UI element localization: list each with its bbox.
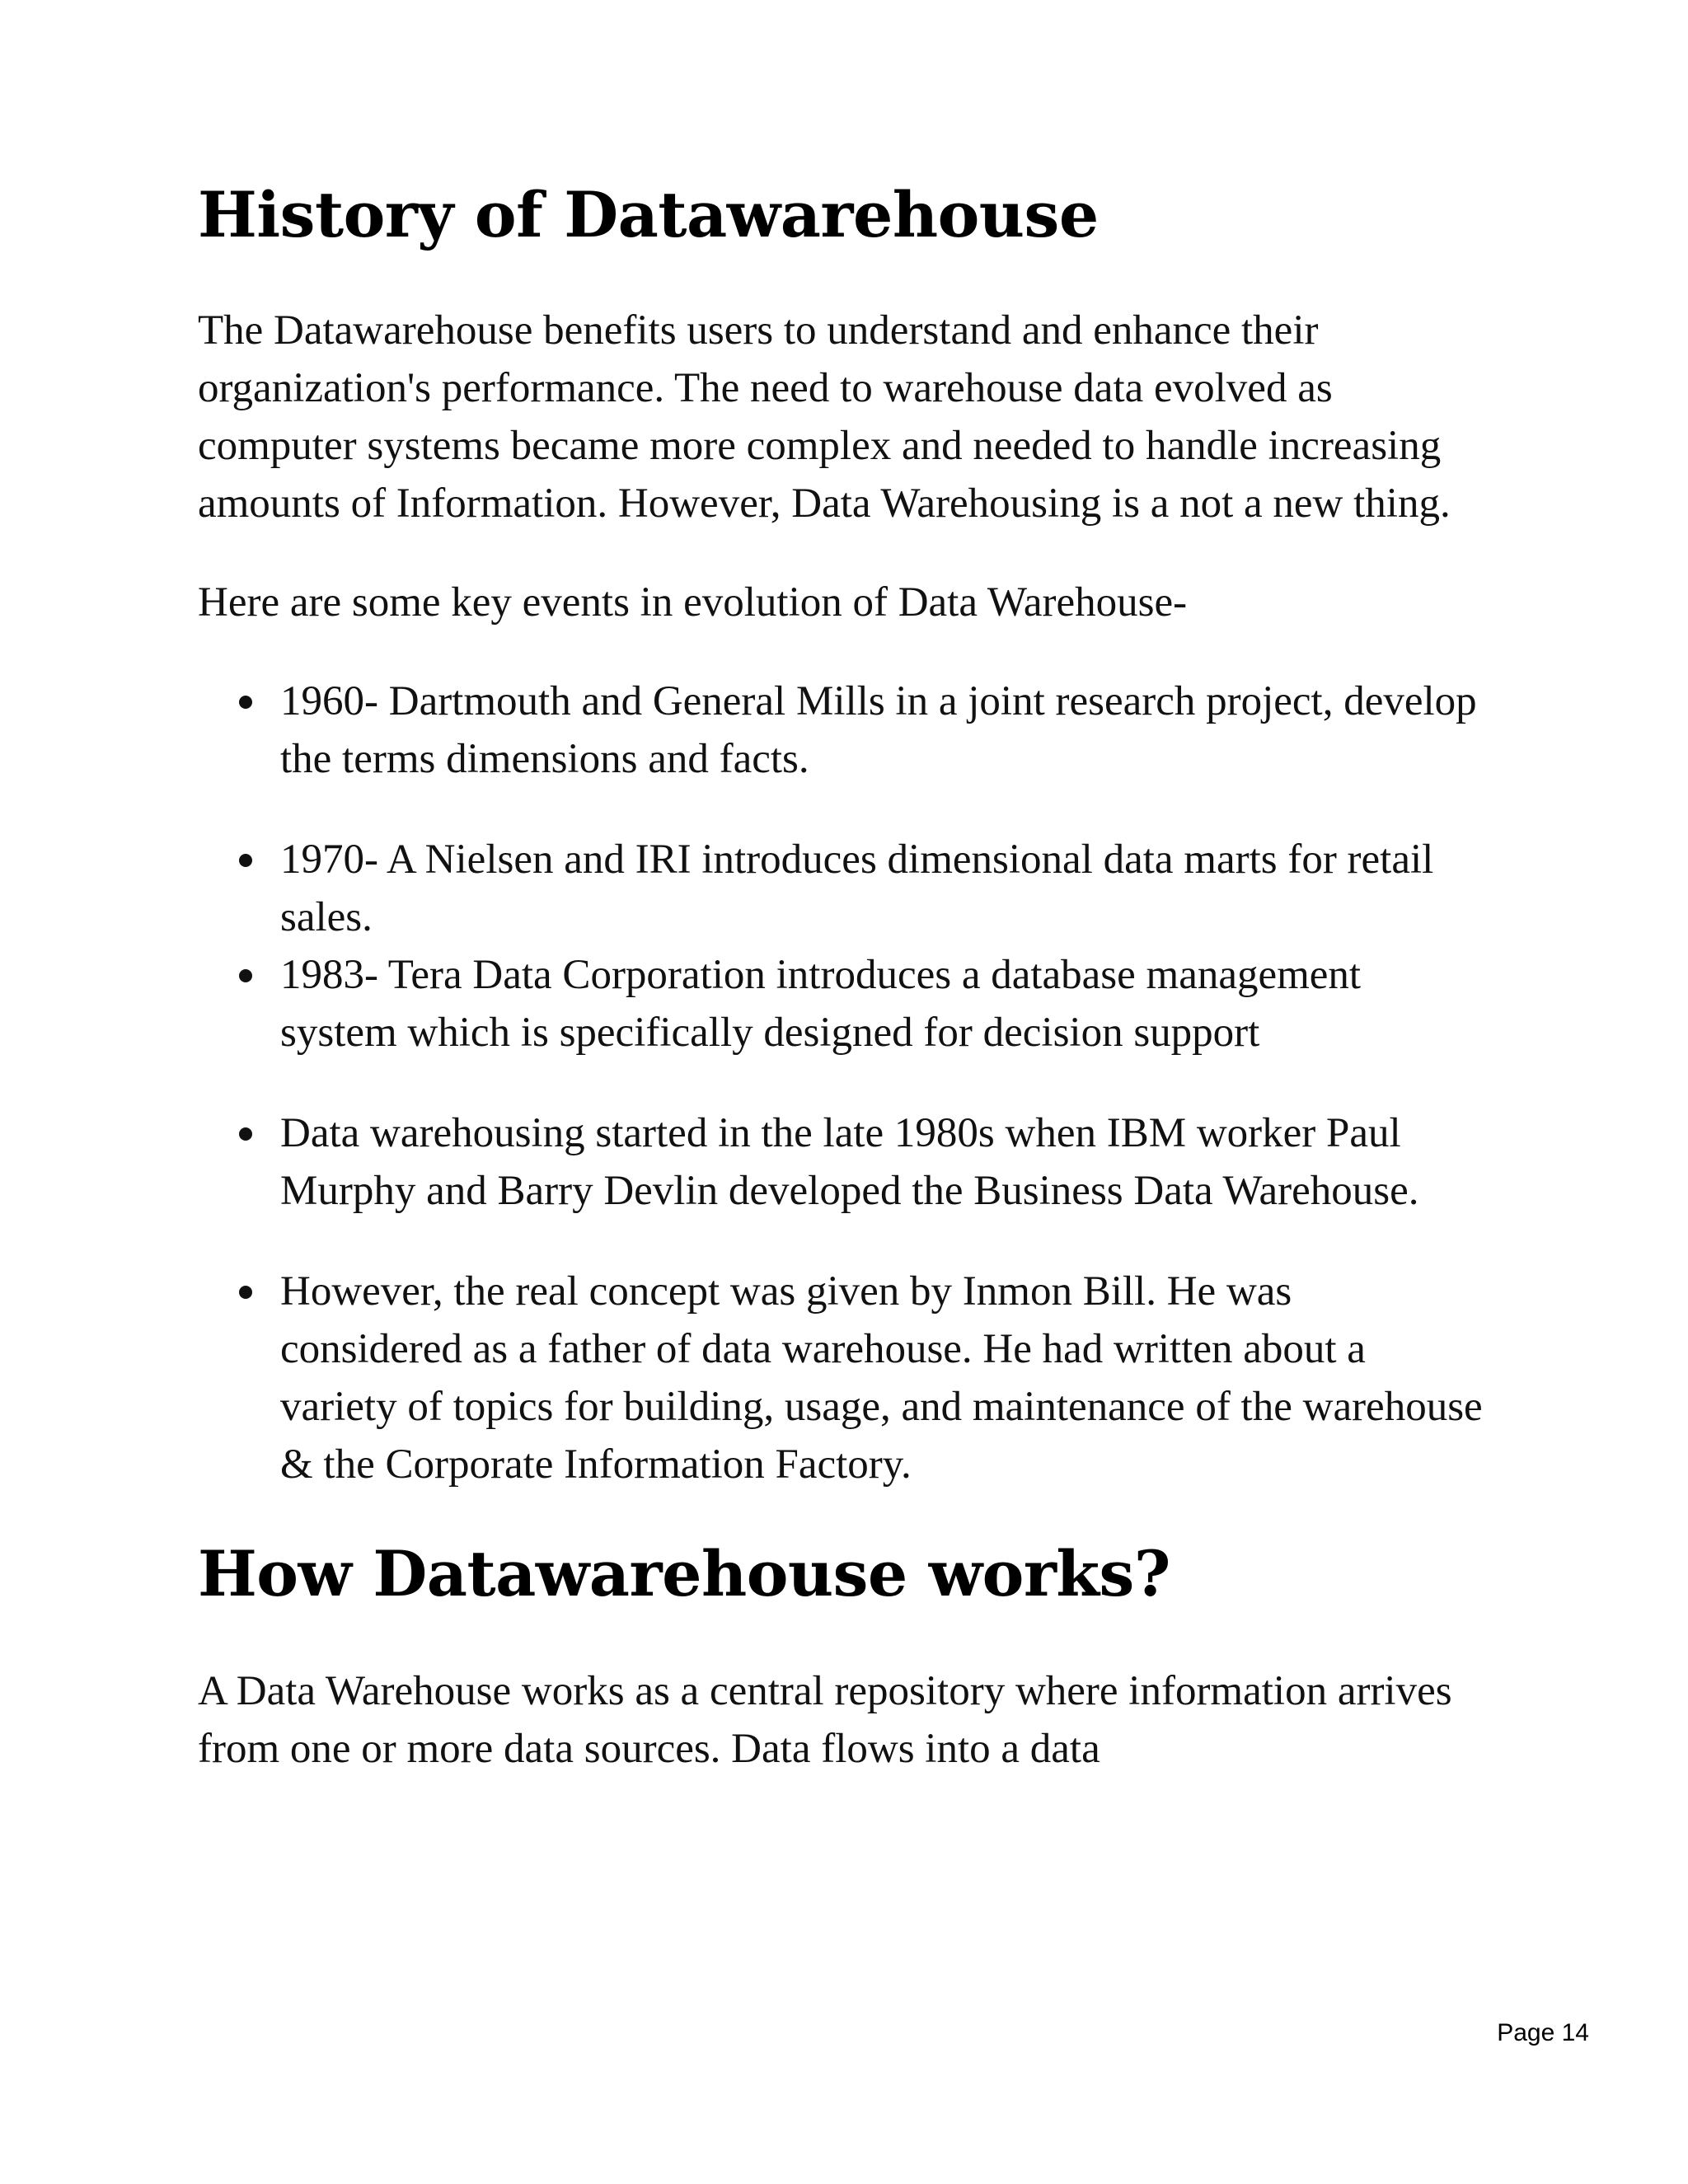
bullet-icon — [239, 969, 252, 982]
list-item-text: 1983- Tera Data Corporation introduces a database management system which is specifically designed for decision support — [280, 952, 1362, 1057]
bullet-icon — [239, 854, 252, 867]
key-events-list — [198, 673, 1484, 1493]
key-events-lead: Here are some key events in evolution of Data Warehouse- — [198, 579, 1188, 626]
list-item — [280, 831, 1484, 946]
list-item — [280, 946, 1484, 1062]
list-item-text: 1970- A Nielsen and IRI introduces dimensional data marts for retail sales. — [280, 837, 1434, 941]
list-item — [280, 1104, 1484, 1220]
list-item — [280, 673, 1484, 788]
document-page — [198, 177, 1484, 1778]
page-number: Page 14 — [1497, 2019, 1589, 2046]
list-item-text: 1960- Dartmouth and General Mills in a joint research project, develop the terms dimensions and facts. — [280, 678, 1477, 783]
history-intro-paragraph: The Datawarehouse benefits users to understand and enhance their organization's performance. The need to warehouse data evolved as computer systems became more complex and needed to handle increasing amounts of Information. However, Data Warehousing is a not a new thing. — [198, 307, 1451, 527]
bullet-icon — [239, 1127, 252, 1141]
list-item-text: Data warehousing started in the late 1980s when IBM worker Paul Murphy and Barry Devlin developed the Business Data Warehouse. — [280, 1110, 1419, 1215]
how-it-works-paragraph: A Data Warehouse works as a central repository where information arrives from one or more data sources. Data flows into a data — [198, 1668, 1452, 1773]
list-item — [280, 1263, 1484, 1493]
bullet-icon — [239, 1286, 252, 1299]
bullet-icon — [239, 696, 252, 709]
heading-how-it-works: How Datawarehouse works? — [198, 1537, 1170, 1611]
heading-history: History of Datawarehouse — [198, 178, 1099, 251]
list-item-text: However, the real concept was given by Inmon Bill. He was considered as a father of data warehouse. He had written about a variety of topics for building, usage, and maintenance of the warehouse & the Corporate Information Factory. — [280, 1268, 1483, 1488]
